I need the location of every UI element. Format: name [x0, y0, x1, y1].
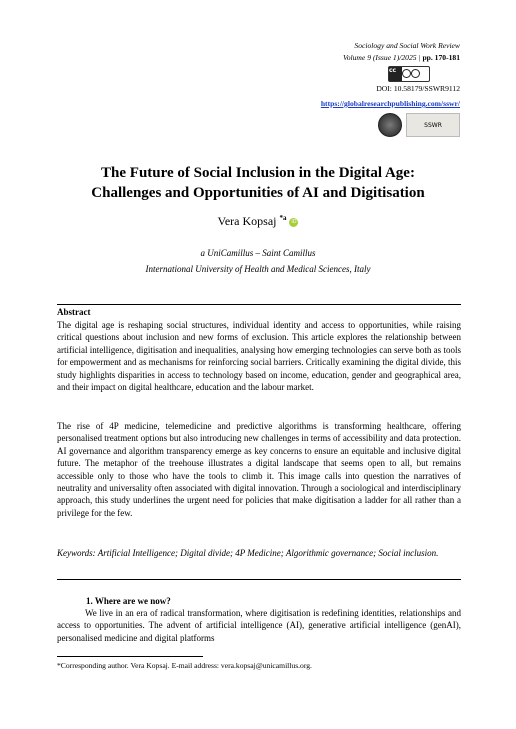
doi-text: DOI: 10.58179/SSWR9112: [376, 84, 460, 93]
journal-header: [343, 40, 460, 64]
cc-by-icon[interactable]: cc: [388, 66, 430, 82]
title-line-1: The Future of Social Inclusion in the Digital Age:: [101, 165, 415, 181]
author-name: Vera Kopsaj: [217, 214, 277, 228]
publisher-logos: [378, 112, 460, 138]
journal-url-link[interactable]: https://globalresearchpublishing.com/sswr/: [320, 99, 460, 108]
orcid-icon[interactable]: iD: [291, 218, 297, 225]
abstract-heading: Abstract: [57, 307, 91, 317]
footnote-text: *Corresponding author. Vera Kopsaj. E-mail address: vera.kopsaj@unicamillus.org.: [57, 661, 312, 670]
footnote-rule: [57, 656, 203, 657]
abstract-bottom-rule: [57, 579, 461, 580]
section-body-text: We live in an era of radical transformation, where digitisation is redefining identities, relationships and access to opportunities. The advent of artificial intelligence (AI), generative artificial intelligence (genAI), personalised medicine and digital platforms: [57, 608, 461, 643]
publisher-seal-icon: [378, 113, 402, 137]
title-line-2: Challenges and Opportunities of AI and Digitisation: [91, 185, 425, 201]
abstract-top-rule: [57, 304, 461, 305]
author-line: [0, 214, 516, 229]
section-heading: 1. Where are we now?: [86, 596, 171, 606]
abstract-paragraph-2: The rise of 4P medicine, telemedicine and predictive algorithms is transforming healthcare, offering personalised treatment options but also introducing new challenges in terms of accessibility and data protection. AI governance and algorithm transparency emerge as key concerns to ensure an equitable and inclusive digital future. The metaphor of the treehouse illustrates a digital landscape that seems open to all, but remains accessible only to those who have the tools to climb it. This image calls into question the narratives of neutrality and universality often associated with digital innovation. Through a sociological and interdisciplinary approach, this study underlines the urgent need for policies that make digitisation a ladder for all rather than a privilege for the few.: [57, 421, 461, 518]
keywords: Keywords: Artificial Intelligence; Digital divide; 4P Medicine; Algorithmic governance; Social inclusion.: [57, 548, 439, 558]
article-title: [40, 163, 476, 203]
affiliation-line-1: a UniCamillus – Saint Camillus: [200, 248, 316, 258]
sswr-logo: SSWR: [406, 113, 460, 137]
journal-pages: pp. 170-181: [422, 53, 460, 62]
journal-name: Sociology and Social Work Review: [354, 41, 460, 50]
affiliation-line-2: International University of Health and Medical Sciences, Italy: [145, 264, 371, 274]
abstract-paragraph-1: The digital age is reshaping social structures, individual identity and access to opportunities, while raising critical questions about inclusion and new forms of exclusion. This article explores the relationship between artificial intelligence, digitisation and inequalities, analysing how emerging technologies can serve both as tools for empowerment and as mechanisms for reinforcing social barriers. Critically examining the digital divide, this study highlights disparities in access to technology based on income, education, gender and geographical area, and their impact on digital healthcare, education and the labour market.: [57, 320, 461, 393]
author-marks: *a: [279, 214, 287, 222]
journal-volume: Volume 9 (Issue 1)/2025 | pp. 170-181: [342, 53, 460, 62]
